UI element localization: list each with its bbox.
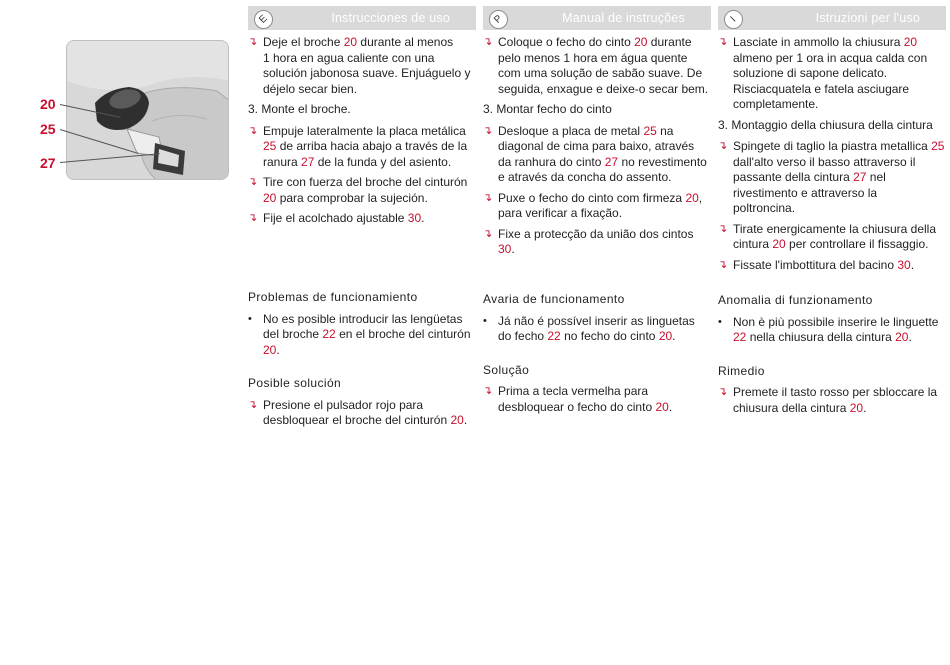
bullet-icon: •	[483, 314, 487, 327]
bullet-icon: •	[718, 315, 722, 328]
figure-label-25: 25	[40, 121, 56, 137]
paragraph-intro: ↴ Deje el broche 20 durante al menos 1 hora en agua caliente con una solución jabonosa suave. Enjuáguelo y déjelo secar bien.	[248, 35, 471, 96]
language-tab-i: I	[720, 6, 747, 33]
arrow-icon: ↴	[718, 258, 728, 271]
arrow-icon: ↴	[248, 398, 258, 411]
column-portuguese	[483, 6, 711, 414]
problem-item: • Já não é possível inserir as linguetas do fecho 22 no fecho do cinto 20.	[483, 313, 695, 343]
paragraph-padding: ↴ Fissate l'imbottitura del bacino 30.	[718, 257, 915, 272]
arrow-icon: ↴	[483, 191, 493, 204]
arrow-icon: ↴	[483, 36, 493, 48]
arrow-icon: ↴	[248, 212, 258, 224]
instructions-spanish	[248, 35, 480, 232]
step-3: 3. Montar fecho do cinto	[483, 102, 612, 116]
figure-label-20: 20	[40, 96, 56, 112]
problem-item: • No es posible introducir las lengüetas del broche 22 en el broche del cinturón 20.	[248, 311, 471, 357]
header-title-spanish: Instrucciones de uso	[331, 11, 450, 25]
solution-item: ↴ Presione el pulsador rojo para desbloquear el broche del cinturón 20.	[248, 397, 468, 427]
figure-label-27: 27	[40, 155, 56, 171]
paragraph-intro: ↴ Coloque o fecho do cinto 20 durante pelo menos 1 hora em água quente com uma solução de sabão suave. De seguida, enxague e deixe-o secar bem.	[483, 35, 709, 96]
solution-item: ↴ Premete il tasto rosso per sbloccare la chiusura della cintura 20.	[718, 385, 938, 415]
paragraph-plate: ↴ Desloque a placa de metal 25 na diagonal de cima para baixo, através da ranhura do cinto 27 no revestimento e através da concha do assento.	[483, 123, 707, 184]
arrow-icon: ↴	[718, 386, 728, 398]
step-3: 3. Monte el broche.	[248, 102, 351, 116]
header-title-italian: Istruzioni per l'uso	[815, 11, 920, 25]
paragraph-plate: ↴ Empuje lateralmente la placa metálica 25 de arriba hacia abajo a través de la ranura 27 de la funda y del asiento.	[248, 123, 468, 169]
arrow-icon: ↴	[718, 222, 728, 235]
buckle-figure	[22, 40, 229, 180]
arrow-icon: ↴	[718, 140, 728, 152]
paragraph-intro: ↴ Lasciate in ammollo la chiusura 20 almeno per 1 ora in acqua calda con soluzione di sapone delicato. Risciacquatela e fatela asciugare completamente.	[718, 35, 928, 111]
arrow-icon: ↴	[248, 176, 258, 188]
paragraph-pull: ↴ Tire con fuerza del broche del cinturón 20 para comprobar la sujeción.	[248, 175, 468, 205]
arrow-icon: ↴	[248, 124, 258, 137]
header-title-portuguese: Manual de instruções	[562, 11, 685, 25]
paragraph-plate: ↴ Spingete di taglio la piastra metallica 25 dall'alto verso il basso attraverso il passante della cintura 27 nel rivestimento e attraverso la poltroncina.	[718, 139, 945, 215]
paragraph-pull: ↴ Tirate energicamente la chiusura della cintura 20 per controllare il fissaggio.	[718, 221, 936, 251]
instructions-portuguese	[483, 35, 715, 263]
problem-item: • Non è più possibile inserire le linguette 22 nella chiusura della cintura 20.	[718, 314, 939, 344]
column-italian	[718, 6, 946, 415]
paragraph-pull: ↴ Puxe o fecho do cinto com firmeza 20, para verificar a fixação.	[483, 190, 703, 220]
instructions-italian	[718, 35, 950, 278]
problems-heading: Avaria de funcionamento	[483, 292, 625, 306]
arrow-icon: ↴	[483, 227, 493, 240]
header-spanish	[248, 6, 476, 30]
column-spanish	[248, 6, 476, 427]
arrow-icon: ↴	[248, 36, 258, 48]
paragraph-padding: ↴ Fije el acolchado ajustable 30.	[248, 211, 425, 225]
header-portuguese	[483, 6, 711, 30]
paragraph-padding: ↴ Fixe a protecção da união dos cintos 30.	[483, 226, 694, 256]
language-tab-e: E	[250, 6, 277, 33]
troubleshooting-portuguese	[483, 292, 715, 420]
troubleshooting-italian	[718, 293, 950, 421]
solution-heading: Solução	[483, 362, 530, 377]
problems-heading: Problemas de funcionamiento	[248, 290, 418, 304]
step-3: 3. Montaggio della chiusura della cintura	[718, 117, 933, 132]
solution-heading: Rimedio	[718, 363, 765, 378]
problems-heading: Anomalia di funzionamento	[718, 293, 873, 307]
troubleshooting-spanish	[248, 290, 480, 434]
header-italian	[718, 6, 946, 30]
arrow-icon: ↴	[483, 385, 493, 397]
bullet-icon: •	[248, 312, 252, 325]
arrow-icon: ↴	[483, 124, 493, 137]
language-tab-p: P	[485, 6, 512, 33]
solution-heading: Posible solución	[248, 376, 342, 390]
arrow-icon: ↴	[718, 36, 728, 48]
solution-item: ↴ Prima a tecla vermelha para desbloquear o fecho do cinto 20.	[483, 384, 673, 414]
